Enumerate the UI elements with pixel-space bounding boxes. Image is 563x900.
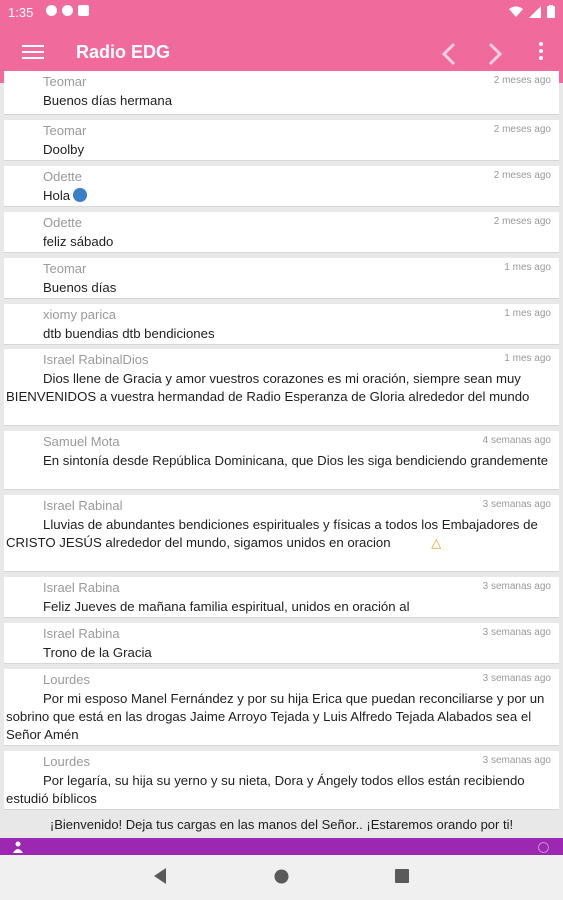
message-author: Israel Rabina [43, 580, 120, 595]
message-text: Buenos días [43, 280, 117, 295]
message-author: xiomy parica [43, 307, 116, 322]
signal-icon [529, 6, 541, 18]
message-time: 1 mes ago [504, 262, 551, 273]
chevron-right-icon[interactable] [487, 42, 503, 66]
message-author: Samuel Mota [43, 434, 120, 449]
notification-icons [46, 5, 89, 16]
home-nav-icon[interactable] [274, 869, 289, 884]
message-time: 3 semanas ago [482, 627, 551, 638]
player-bar [0, 838, 563, 855]
message-time: 3 semanas ago [482, 673, 551, 684]
message-time: 3 semanas ago [482, 755, 551, 766]
message-text-wrap [6, 187, 555, 205]
message-text: Feliz Jueves de mañana familia espiritual, unidos en oración al [43, 599, 410, 614]
message-text: Por mi esposo Manel Fernández y por su hija Erica que puedan reconciliarse y por un sobrino que está en las drogas Jaime Arroyo Tejada y Luis Alfredo Tejada Alabados sea el Señor Amén [6, 691, 545, 742]
message-author: Teomar [43, 261, 87, 276]
status-bar [0, 0, 563, 24]
battery-icon [547, 5, 555, 18]
message-author: Lourdes [43, 672, 90, 687]
emoji-icon [73, 188, 87, 202]
back-nav-icon[interactable] [153, 867, 167, 885]
message-card[interactable] [4, 577, 559, 618]
chevron-left-icon[interactable] [441, 42, 457, 66]
message-time: 4 semanas ago [482, 435, 551, 446]
person-icon [13, 841, 23, 853]
message-text: Hola [43, 188, 71, 203]
message-text: feliz sábado [43, 234, 114, 249]
message-time: 1 mes ago [504, 308, 551, 319]
message-card[interactable] [4, 623, 559, 664]
more-vert-icon[interactable] [539, 42, 543, 63]
app-title: Radio EDG [76, 42, 171, 62]
message-card[interactable] [4, 71, 559, 115]
message-text-wrap [6, 516, 555, 552]
notification-icon [46, 5, 57, 16]
message-author: Israel Rabinal [43, 498, 123, 513]
notification-icon [62, 5, 73, 16]
message-time: 2 meses ago [493, 216, 551, 227]
hamburger-menu-icon[interactable] [22, 42, 44, 62]
system-nav-bar [0, 855, 563, 900]
message-text: Doolby [43, 142, 85, 157]
message-time: 1 mes ago [504, 353, 551, 364]
message-text: Por legaría, su hija su yerno y su nieta, Dora y Ángely todos ellos están recibiendo estudió bíblicos [6, 773, 525, 806]
message-card[interactable] [4, 212, 559, 253]
message-author: Odette [43, 215, 83, 230]
message-card[interactable] [4, 120, 559, 161]
message-card[interactable] [4, 751, 559, 810]
message-list[interactable] [0, 74, 563, 810]
message-card[interactable] [4, 669, 559, 746]
message-card[interactable] [4, 258, 559, 299]
message-time: 2 meses ago [493, 124, 551, 135]
status-time: 1:35 [8, 5, 34, 20]
radio-icon[interactable] [538, 842, 549, 853]
welcome-ticker: ¡Bienvenido! Deja tus cargas en las manos del Señor.. ¡Estaremos orando por ti! [0, 810, 563, 838]
message-time: 2 meses ago [493, 170, 551, 181]
message-author: Teomar [43, 123, 87, 138]
message-author: Israel Rabina [43, 626, 120, 641]
message-card[interactable] [4, 304, 559, 345]
wifi-icon [509, 6, 523, 18]
message-time: 3 semanas ago [482, 581, 551, 592]
message-card[interactable] [4, 495, 559, 572]
message-card[interactable] [4, 166, 559, 207]
praying-hands-icon: △ [431, 535, 442, 550]
message-time: 2 meses ago [493, 75, 551, 86]
message-time: 3 semanas ago [482, 499, 551, 510]
message-author: Odette [43, 169, 83, 184]
system-icons [509, 5, 555, 18]
message-text: Trono de la Gracia [43, 645, 152, 660]
message-author: Teomar [43, 74, 87, 89]
message-author: Israel RabinalDios [43, 352, 149, 367]
message-text: Lluvias de abundantes bendiciones espirituales y físicas a todos los Embajadores de CRISTO JESÚS alrededor del mundo, sigamos unidos en oracion [6, 517, 538, 550]
message-text: Dios llene de Gracia y amor vuestros corazones es mi oración, siempre sean muy BIENVENIDOS a vuestra hermandad de Radio Esperanza de Gloria alrededor del mundo [6, 371, 530, 404]
message-card[interactable] [4, 349, 559, 426]
message-card[interactable] [4, 431, 559, 490]
notification-icon [78, 5, 89, 16]
message-text: Buenos días hermana [43, 93, 173, 108]
message-author: Lourdes [43, 754, 90, 769]
message-text: En sintonía desde República Dominicana, que Dios les siga bendiciendo grandemente [43, 453, 549, 468]
recents-nav-icon[interactable] [395, 869, 409, 883]
message-text: dtb buendias dtb bendiciones [43, 326, 215, 341]
